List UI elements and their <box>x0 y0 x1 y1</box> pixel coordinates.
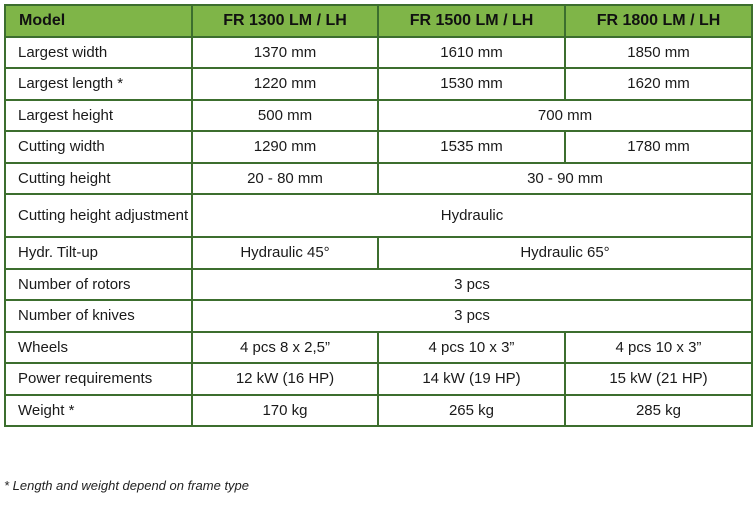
table-row <box>5 68 752 100</box>
cell-value: 1780 mm <box>565 131 752 163</box>
cell-value: 1620 mm <box>565 68 752 100</box>
row-label: Largest length * <box>5 68 192 100</box>
table-row <box>5 163 752 195</box>
cell-value: 500 mm <box>192 100 378 132</box>
cell-value: 4 pcs 10 x 3” <box>565 332 752 364</box>
footnote: * Length and weight depend on frame type <box>4 478 250 493</box>
table-row <box>5 300 752 332</box>
header-fr1500: FR 1500 LM / LH <box>378 5 565 37</box>
header-row <box>5 5 752 37</box>
cell-value: 30 - 90 mm <box>378 163 752 195</box>
cell-value: 170 kg <box>192 395 378 427</box>
cell-value: Hydraulic 65° <box>378 237 752 269</box>
cell-value: 1220 mm <box>192 68 378 100</box>
cell-value: 15 kW (21 HP) <box>565 363 752 395</box>
cell-value: 700 mm <box>378 100 752 132</box>
cell-value: 1610 mm <box>378 37 565 69</box>
cell-value: Hydraulic 45° <box>192 237 378 269</box>
row-label: Power requirements <box>5 363 192 395</box>
table-row <box>5 269 752 301</box>
table-row <box>5 194 752 237</box>
cell-value: 265 kg <box>378 395 565 427</box>
cell-value: 4 pcs 10 x 3” <box>378 332 565 364</box>
header-fr1800: FR 1800 LM / LH <box>565 5 752 37</box>
row-label: Cutting height <box>5 163 192 195</box>
table-row <box>5 100 752 132</box>
row-label: Largest width <box>5 37 192 69</box>
table-row <box>5 131 752 163</box>
table-row <box>5 37 752 69</box>
table-row <box>5 395 752 427</box>
row-label: Cutting height adjustment <box>5 194 192 237</box>
cell-value: 1535 mm <box>378 131 565 163</box>
row-label: Weight * <box>5 395 192 427</box>
cell-value: 4 pcs 8 x 2,5” <box>192 332 378 364</box>
table-row <box>5 363 752 395</box>
cell-value: 1530 mm <box>378 68 565 100</box>
cell-value: 3 pcs <box>192 300 752 332</box>
row-label: Cutting width <box>5 131 192 163</box>
cell-value: 3 pcs <box>192 269 752 301</box>
row-label: Number of rotors <box>5 269 192 301</box>
row-label: Largest height <box>5 100 192 132</box>
cell-value: 1850 mm <box>565 37 752 69</box>
row-label: Hydr. Tilt-up <box>5 237 192 269</box>
spec-table <box>4 4 753 427</box>
cell-value: 1370 mm <box>192 37 378 69</box>
table-row <box>5 332 752 364</box>
cell-value: 12 kW (16 HP) <box>192 363 378 395</box>
cell-value: Hydraulic <box>192 194 752 237</box>
table-row <box>5 237 752 269</box>
header-fr1300: FR 1300 LM / LH <box>192 5 378 37</box>
header-model: Model <box>5 5 192 37</box>
row-label: Number of knives <box>5 300 192 332</box>
cell-value: 285 kg <box>565 395 752 427</box>
row-label: Wheels <box>5 332 192 364</box>
cell-value: 20 - 80 mm <box>192 163 378 195</box>
cell-value: 1290 mm <box>192 131 378 163</box>
cell-value: 14 kW (19 HP) <box>378 363 565 395</box>
